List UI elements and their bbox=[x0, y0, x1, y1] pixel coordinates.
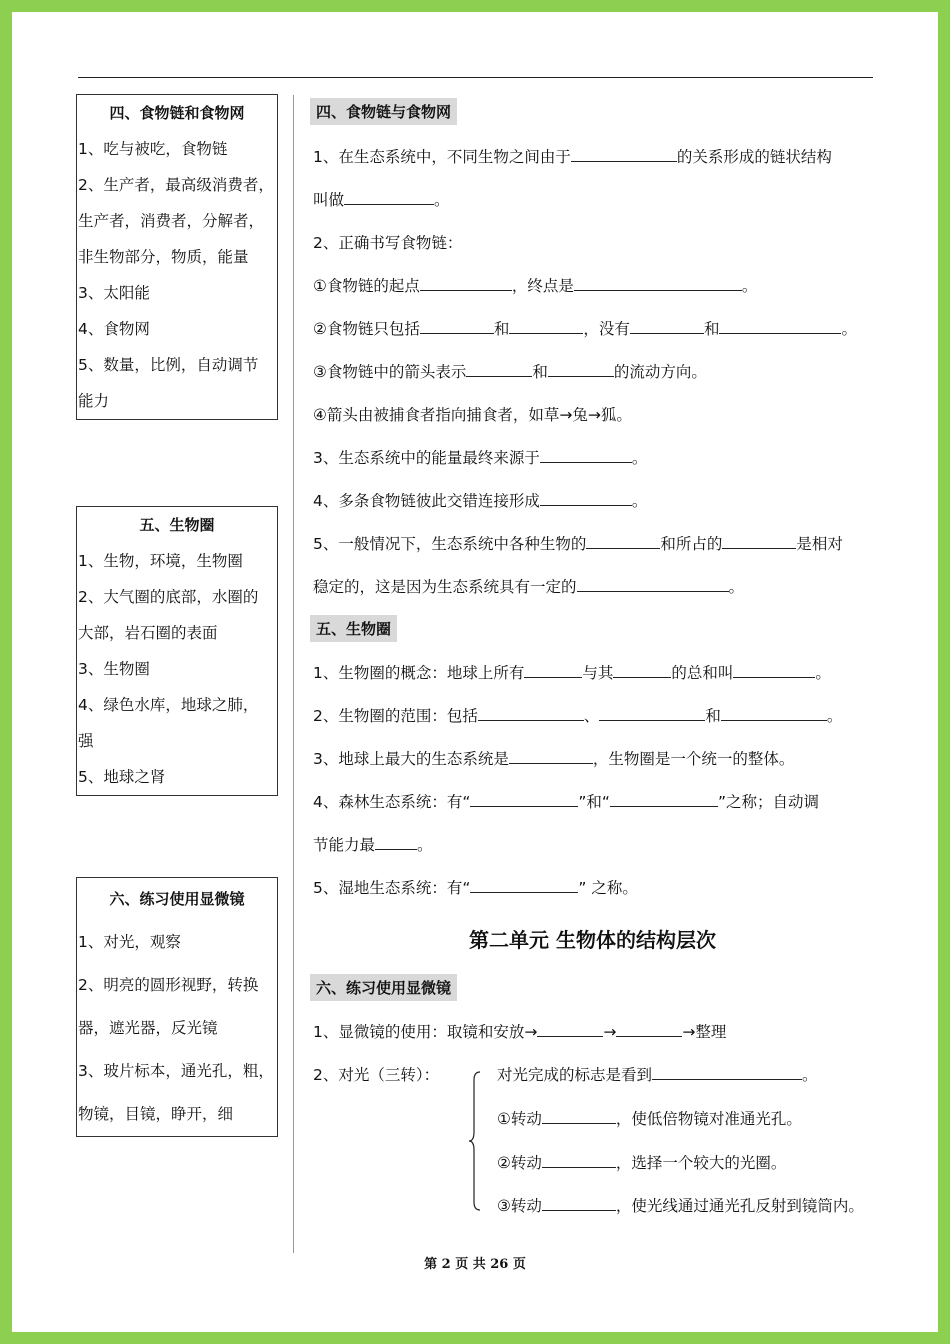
question-text: 稳定的，这是因为生态系统具有一定的 bbox=[313, 578, 577, 596]
section-heading-microscope: 六、练习使用显微镜 bbox=[310, 974, 457, 1001]
question-text: 4、森林生态系统：有“ bbox=[313, 793, 471, 811]
blank bbox=[630, 319, 704, 334]
blank bbox=[344, 190, 434, 205]
question-text: 2、生物圈的范围：包括 bbox=[313, 707, 478, 725]
question-text: 和 bbox=[493, 320, 510, 338]
question-line bbox=[313, 876, 638, 898]
answer-line: 强 bbox=[78, 732, 94, 750]
answer-line: 3、太阳能 bbox=[78, 284, 150, 302]
blank bbox=[542, 1109, 616, 1124]
answer-line: 生产者，消费者，分解者， bbox=[78, 212, 265, 230]
answer-line: 1、对光，观察 bbox=[78, 933, 181, 951]
question-line bbox=[497, 1063, 818, 1085]
blank bbox=[719, 319, 841, 334]
answer-box-title: 六、练习使用显微镜 bbox=[109, 890, 245, 908]
answer-line: 大部，岩石圈的表面 bbox=[78, 624, 218, 642]
blank bbox=[478, 706, 584, 721]
answer-line: 1、吃与被吃，食物链 bbox=[78, 140, 228, 158]
answer-line: 2、生产者，最高级消费者， bbox=[78, 176, 274, 194]
question-text: 。 bbox=[741, 277, 758, 295]
blank bbox=[524, 663, 582, 678]
question-line bbox=[313, 274, 757, 296]
answer-box-food-chain bbox=[76, 94, 278, 420]
question-text: 。 bbox=[631, 492, 648, 510]
answer-line: 4、绿色水库，地球之肺， bbox=[78, 696, 259, 714]
question-text: 的总和叫 bbox=[671, 664, 734, 682]
question-line bbox=[313, 661, 831, 683]
page-number: 第 2 页 共 26 页 bbox=[424, 1257, 526, 1272]
question-text: ①食物链的起点 bbox=[313, 277, 420, 295]
question-line bbox=[313, 489, 647, 511]
blank bbox=[571, 147, 677, 162]
question-line bbox=[497, 1151, 786, 1173]
blank bbox=[470, 792, 578, 807]
question-line bbox=[313, 446, 647, 468]
question-line bbox=[313, 833, 433, 855]
question-text: 是相对 bbox=[796, 535, 843, 553]
question-text: 1、显微镜的使用：取镜和安放→ bbox=[313, 1023, 538, 1041]
answer-line: 3、生物圈 bbox=[78, 660, 150, 678]
question-text: 。 bbox=[841, 320, 857, 338]
blank bbox=[509, 319, 583, 334]
blank bbox=[375, 835, 417, 850]
question-text: 、 bbox=[583, 707, 600, 725]
question-text: ①转动 bbox=[497, 1110, 542, 1128]
blank bbox=[599, 706, 705, 721]
question-line bbox=[313, 532, 843, 554]
question-text: ，生物圈是一个统一的整体。 bbox=[592, 750, 795, 768]
answer-box-biosphere bbox=[76, 506, 278, 796]
blank bbox=[509, 749, 593, 764]
question-line bbox=[497, 1107, 802, 1129]
section-heading-biosphere: 五、生物圈 bbox=[310, 615, 397, 642]
question-text: 5、一般情况下，生态系统中各种生物的 bbox=[313, 535, 587, 553]
question-text: ②转动 bbox=[497, 1154, 542, 1172]
question-text: ，选择一个较大的光圈。 bbox=[615, 1154, 787, 1172]
answer-box-title: 五、生物圈 bbox=[139, 516, 215, 534]
question-text: 和 bbox=[703, 320, 720, 338]
question-text: ②食物链只包括 bbox=[313, 320, 420, 338]
question-text: 和 bbox=[705, 707, 721, 725]
question-line bbox=[313, 145, 832, 167]
question-text: 的流动方向。 bbox=[613, 363, 707, 381]
blank bbox=[721, 706, 827, 721]
blank bbox=[613, 663, 671, 678]
answer-line: 物镜，目镜，睁开，细 bbox=[78, 1105, 234, 1123]
answer-line: 2、明亮的圆形视野，转换 bbox=[78, 976, 259, 994]
question-line: 2、对光（三转）： bbox=[313, 1066, 440, 1084]
answer-line: 2、大气圈的底部，水圈的 bbox=[78, 588, 259, 606]
question-text: 节能力最 bbox=[313, 836, 376, 854]
question-text: ，没有 bbox=[583, 320, 630, 338]
question-text: 。 bbox=[826, 707, 843, 725]
question-line bbox=[313, 317, 857, 339]
question-text: ③食物链中的箭头表示 bbox=[313, 363, 467, 381]
question-text: ” 之称。 bbox=[578, 879, 638, 897]
answer-line: 1、生物，环境，生物圈 bbox=[78, 552, 243, 570]
question-text: 与其 bbox=[582, 664, 614, 682]
blank bbox=[548, 362, 614, 377]
question-text: ”和“ bbox=[578, 793, 610, 811]
question-text: 3、地球上最大的生态系统是 bbox=[313, 750, 509, 768]
question-line: ④箭头由被捕食者指向捕食者，如草→兔→狐。 bbox=[313, 406, 632, 424]
question-text: 。 bbox=[434, 191, 450, 209]
blank bbox=[466, 362, 532, 377]
question-text: 。 bbox=[802, 1066, 818, 1084]
question-text: 对光完成的标志是看到 bbox=[497, 1066, 653, 1084]
blank bbox=[610, 792, 718, 807]
unit-title: 第二单元 生物体的结构层次 bbox=[469, 928, 716, 952]
answer-box-microscope bbox=[76, 877, 278, 1137]
question-text: → bbox=[603, 1023, 617, 1041]
question-text: ”之称；自动调 bbox=[717, 793, 819, 811]
question-text: ，使低倍物镜对准通光孔。 bbox=[615, 1110, 802, 1128]
question-text: 。 bbox=[417, 836, 433, 854]
blank bbox=[537, 1022, 603, 1037]
blank bbox=[574, 276, 742, 291]
question-line bbox=[313, 704, 842, 726]
question-line: 2、正确书写食物链： bbox=[313, 234, 463, 252]
blank bbox=[470, 878, 578, 893]
question-text: 5、湿地生态系统：有“ bbox=[313, 879, 471, 897]
question-text: →整理 bbox=[682, 1023, 727, 1041]
question-text: 1、在生态系统中，不同生物之间由于 bbox=[313, 148, 571, 166]
question-text: 的关系形成的链状结构 bbox=[676, 148, 832, 166]
answer-line: 3、玻片标本，通光孔，粗， bbox=[78, 1062, 274, 1080]
question-text: 和所占的 bbox=[660, 535, 723, 553]
question-text: 3、生态系统中的能量最终来源于 bbox=[313, 449, 540, 467]
blank bbox=[542, 1196, 616, 1211]
blank bbox=[586, 534, 660, 549]
column-divider bbox=[293, 95, 294, 1253]
question-text: 和 bbox=[532, 363, 548, 381]
question-text: 1、生物圈的概念：地球上所有 bbox=[313, 664, 525, 682]
answer-line: 5、数量，比例，自动调节 bbox=[78, 356, 259, 374]
blank bbox=[616, 1022, 682, 1037]
question-line bbox=[313, 188, 450, 210]
blank bbox=[577, 577, 729, 592]
question-text: 。 bbox=[728, 578, 745, 596]
question-line bbox=[313, 1020, 726, 1042]
question-line bbox=[313, 575, 744, 597]
question-text: ，终点是 bbox=[511, 277, 574, 295]
blank bbox=[420, 319, 494, 334]
blank bbox=[540, 491, 632, 506]
section-heading-food-chain: 四、食物链与食物网 bbox=[310, 98, 457, 125]
question-line bbox=[313, 747, 794, 769]
question-text: 4、多条食物链彼此交错连接形成 bbox=[313, 492, 540, 510]
question-line bbox=[497, 1194, 864, 1216]
blank bbox=[722, 534, 796, 549]
answer-line: 能力 bbox=[78, 392, 110, 410]
question-line bbox=[313, 790, 819, 812]
answer-line: 非生物部分，物质，能量 bbox=[78, 248, 249, 266]
blank bbox=[542, 1153, 616, 1168]
blank bbox=[540, 448, 632, 463]
blank bbox=[652, 1065, 802, 1080]
question-text: ，使光线通过通光孔反射到镜筒内。 bbox=[615, 1197, 864, 1215]
question-line bbox=[313, 360, 707, 382]
question-text: 叫做 bbox=[313, 191, 345, 209]
question-text: 。 bbox=[815, 664, 831, 682]
question-text: ③转动 bbox=[497, 1197, 542, 1215]
answer-line: 4、食物网 bbox=[78, 320, 150, 338]
blank bbox=[420, 276, 512, 291]
curly-brace-icon bbox=[468, 1070, 482, 1212]
answer-box-title: 四、食物链和食物网 bbox=[109, 104, 245, 122]
answer-line: 器，遮光器，反光镜 bbox=[78, 1019, 218, 1037]
blank bbox=[733, 663, 815, 678]
header-rule bbox=[78, 77, 873, 78]
question-text: 。 bbox=[631, 449, 648, 467]
answer-line: 5、地球之肾 bbox=[78, 768, 166, 786]
